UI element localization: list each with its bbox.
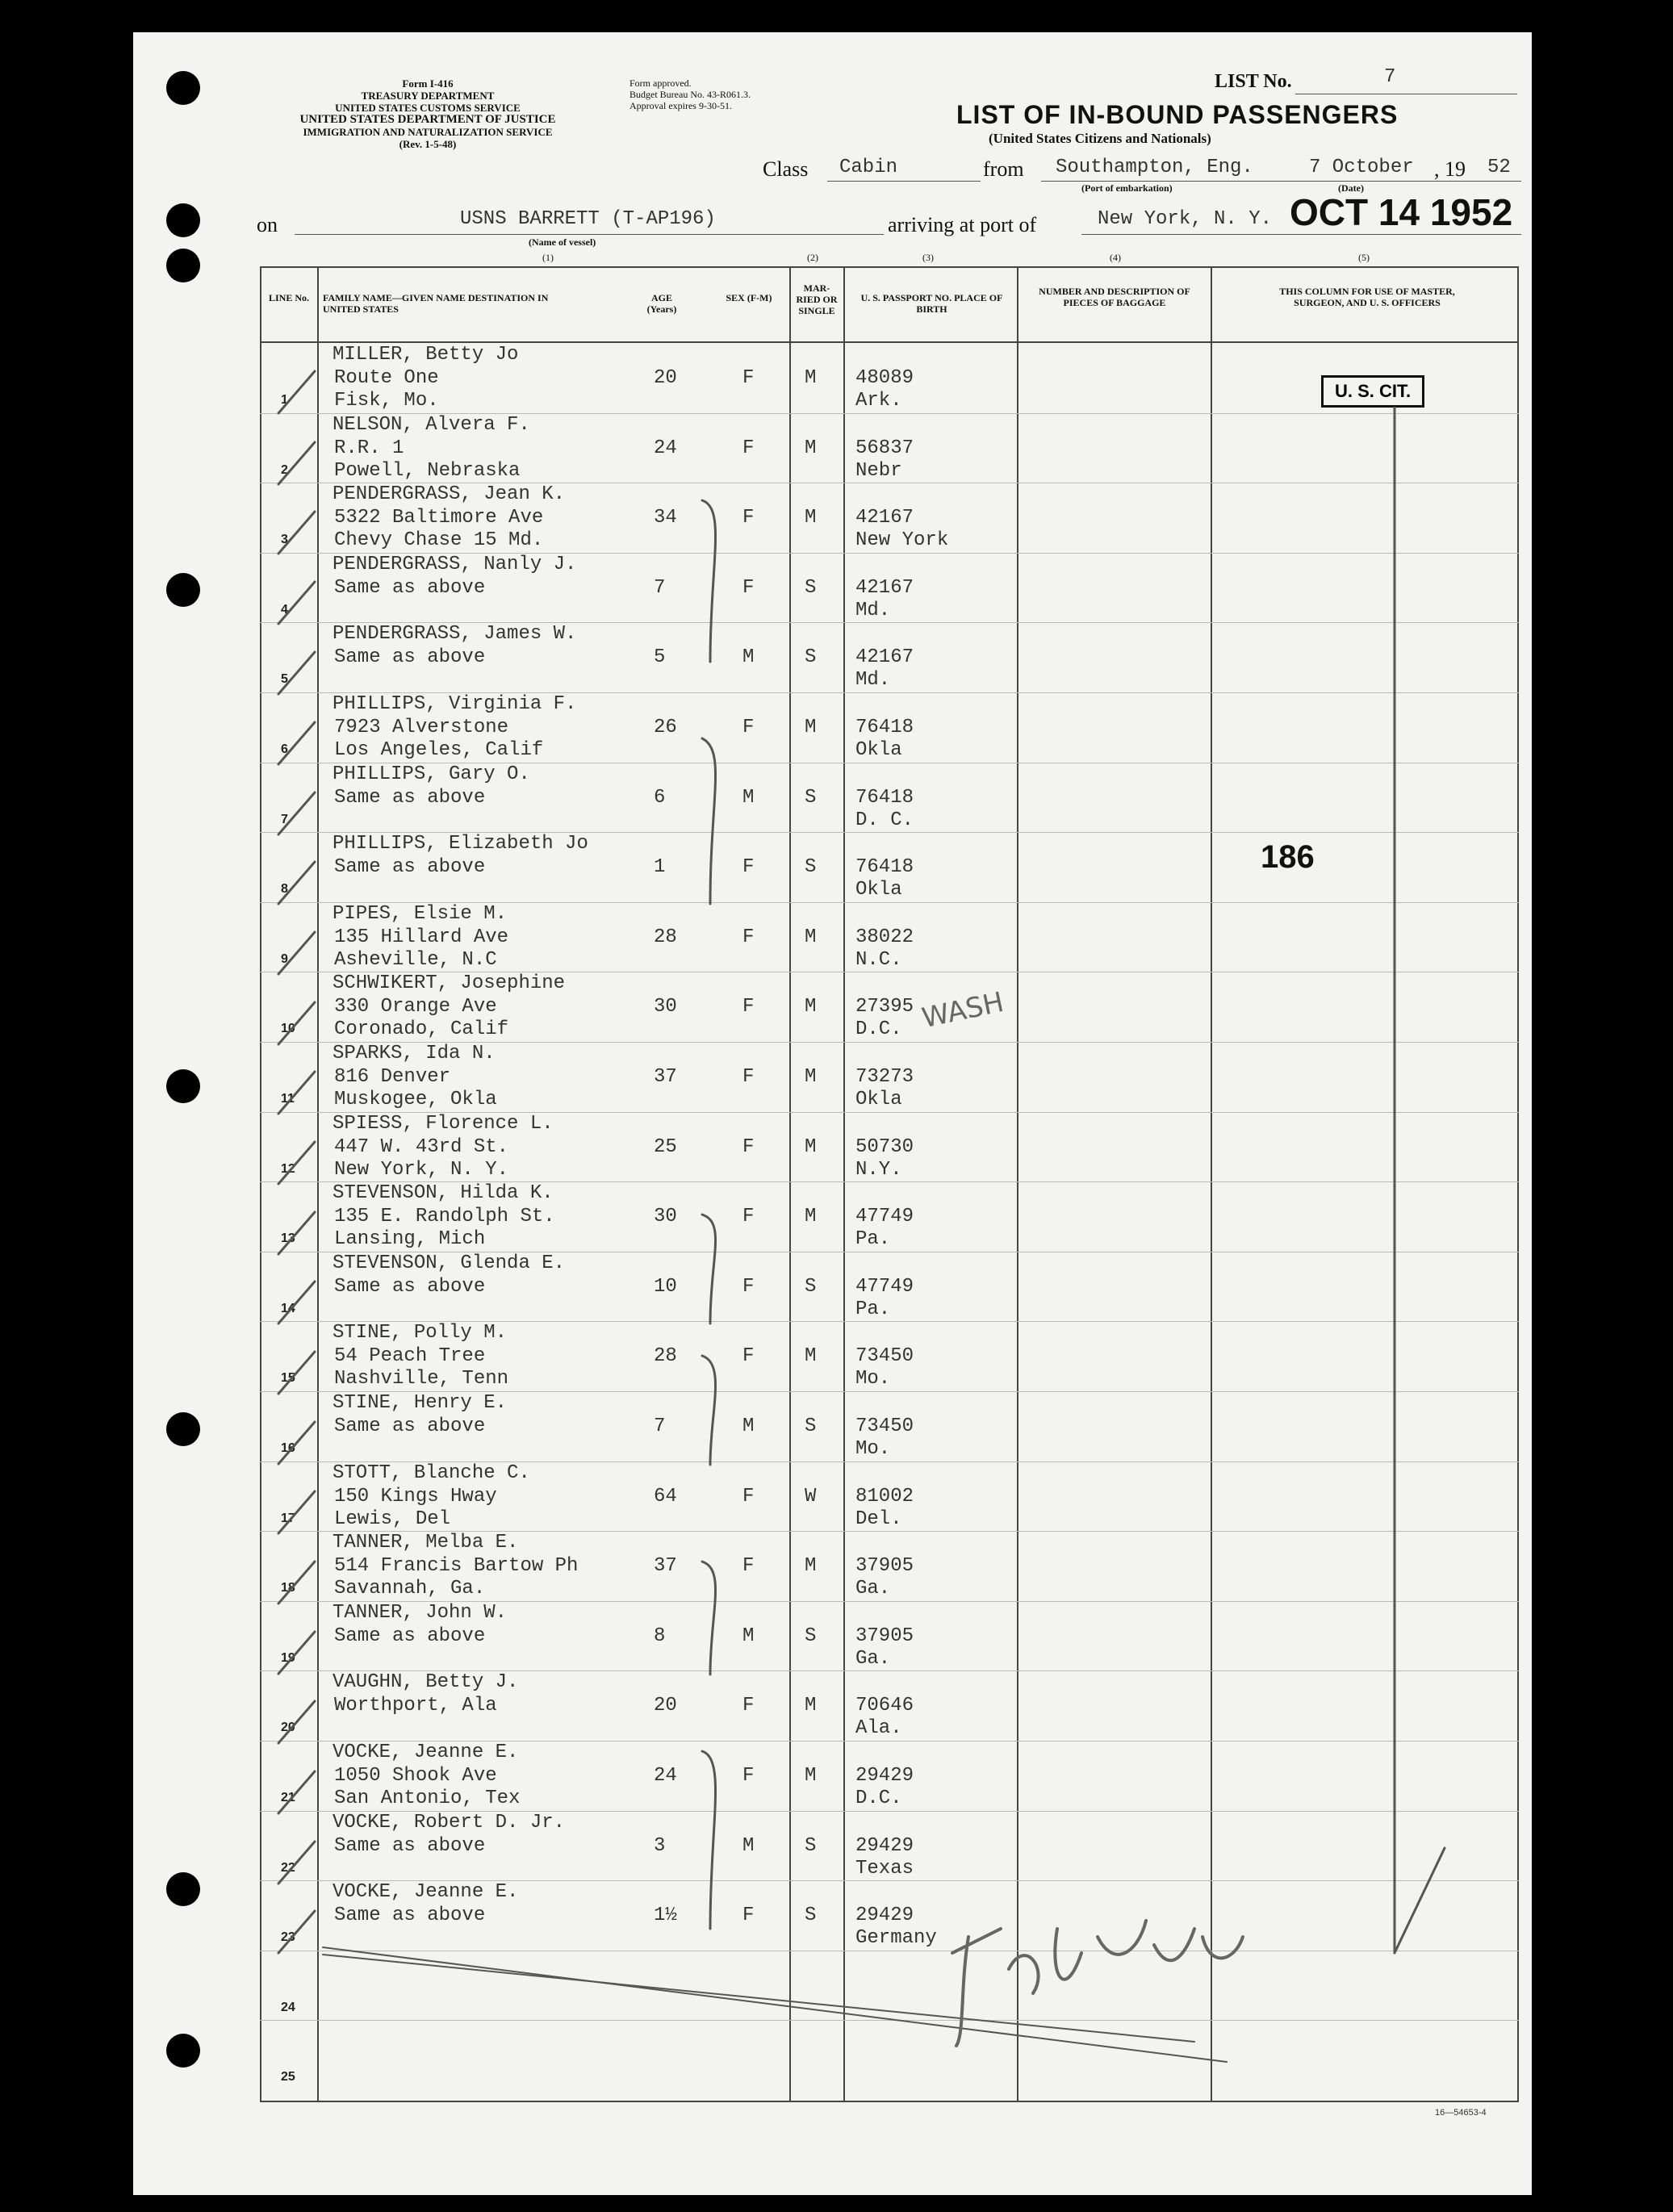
sex: F — [742, 717, 755, 738]
passenger-name: STOTT, Blanche C. — [333, 1461, 530, 1484]
address-line: Same as above — [334, 646, 486, 669]
address-line: 7923 Alverstone — [334, 717, 509, 738]
passenger-name: SPARKS, Ida N. — [333, 1043, 496, 1064]
address-line: 514 Francis Bartow Ph — [334, 1555, 579, 1578]
check-mark — [278, 442, 315, 484]
age: 28 — [654, 1345, 677, 1368]
line-number: 14 — [281, 1301, 295, 1315]
birth-place: Ala. — [855, 1717, 902, 1740]
address-city: San Antonio, Tex — [334, 1788, 521, 1809]
class-label: Class — [763, 157, 809, 181]
birth-place: New York — [855, 529, 949, 552]
address-city: New York, N. Y. — [334, 1158, 509, 1181]
marital-status: M — [805, 1066, 817, 1088]
check-mark — [278, 371, 315, 413]
address-city: Fisk, Mo. — [334, 390, 439, 412]
check-mark — [278, 1632, 315, 1674]
marital-status: M — [805, 1135, 817, 1158]
header-line-no: LINE No. — [268, 292, 309, 303]
print-code: 16—54653-4 — [1435, 2108, 1487, 2118]
address-line: Same as above — [334, 1415, 486, 1437]
passport-number: 47749 — [855, 1206, 914, 1228]
line-number: 18 — [281, 1581, 295, 1595]
strike-line — [323, 1955, 1194, 2042]
passenger-name: MILLER, Betty Jo — [333, 344, 519, 366]
check-mark — [278, 932, 315, 974]
passport-number: 73450 — [855, 1345, 914, 1368]
address-line: 330 Orange Ave — [334, 996, 497, 1018]
address-line: 150 Kings Hway — [334, 1485, 497, 1507]
passport-number: 56837 — [855, 437, 914, 459]
marital-status: M — [805, 437, 817, 459]
line-number: 2 — [281, 462, 288, 477]
line-number: 11 — [281, 1092, 295, 1106]
check-mark — [278, 1142, 315, 1184]
passport-number: 42167 — [855, 576, 914, 599]
sex: F — [742, 1905, 755, 1927]
line-number: 7 — [281, 812, 288, 826]
header-passport: U. S. PASSPORT NO. PLACE OF BIRTH — [860, 292, 1003, 315]
check-mark — [278, 1072, 315, 1114]
class-value: Cabin — [839, 157, 898, 178]
sex: F — [742, 1135, 755, 1158]
sex: M — [742, 646, 755, 669]
address-line: 5322 Baltimore Ave — [334, 507, 544, 529]
sex: F — [742, 576, 755, 599]
sex: F — [742, 367, 755, 389]
age: 3 — [654, 1834, 666, 1857]
passenger-name: STINE, Polly M. — [333, 1322, 508, 1344]
column-num-3: (3) — [922, 252, 934, 263]
passenger-name: SPIESS, Florence L. — [333, 1112, 554, 1135]
age: 7 — [654, 1415, 666, 1437]
address-city: Lewis, Del — [334, 1507, 451, 1530]
check-mark — [278, 1212, 315, 1254]
age: 20 — [654, 1695, 677, 1717]
passport-number: 27395 — [855, 996, 914, 1018]
sex: F — [742, 1765, 755, 1787]
family-bracket — [702, 1751, 716, 1929]
arrival-port: New York, N. Y. — [1098, 208, 1273, 230]
address-line: 135 Hillard Ave — [334, 926, 509, 948]
age: 6 — [654, 786, 666, 809]
age: 37 — [654, 1555, 677, 1578]
age: 25 — [654, 1135, 677, 1158]
passenger-name: STINE, Henry E. — [333, 1392, 508, 1414]
approval-line: Approval expires 9-30-51. — [629, 100, 732, 111]
approval-line: Budget Bureau No. 43-R061.3. — [629, 89, 751, 100]
passport-number: 48089 — [855, 367, 914, 389]
birth-place: Texas — [855, 1857, 914, 1880]
sex: F — [742, 1555, 755, 1578]
address-city: Nashville, Tenn — [334, 1368, 509, 1390]
departure-date: 7 October — [1309, 157, 1414, 178]
passenger-name: VAUGHN, Betty J. — [333, 1671, 519, 1694]
passenger-name: PHILLIPS, Virginia F. — [333, 693, 577, 715]
check-mark — [278, 722, 315, 764]
marital-status: M — [805, 1345, 817, 1368]
line-number: 6 — [281, 742, 288, 756]
column-num-5: (5) — [1358, 252, 1370, 263]
form-number: Form I-416 — [402, 77, 454, 90]
address-line: R.R. 1 — [334, 437, 404, 459]
year-value: 52 — [1487, 157, 1511, 178]
address-line: 816 Denver — [334, 1066, 451, 1088]
passport-number: 73273 — [855, 1066, 914, 1088]
age: 24 — [654, 1765, 677, 1787]
passenger-name: PENDERGRASS, Jean K. — [333, 483, 566, 506]
passport-number: 29429 — [855, 1905, 914, 1927]
column-num-2: (2) — [807, 252, 818, 263]
passport-number: 29429 — [855, 1834, 914, 1857]
tally-count: 186 — [1261, 839, 1315, 875]
year-prefix: , 19 — [1434, 157, 1466, 181]
header-officers: THIS COLUMN FOR USE OF MASTER, SURGEON, AND U. S. OFFICERS — [1279, 286, 1455, 308]
header-married: MAR- RIED OR SINGLE — [796, 282, 838, 316]
passenger-name: PIPES, Elsie M. — [333, 902, 508, 925]
birth-place: Ga. — [855, 1647, 891, 1670]
passport-number: 42167 — [855, 507, 914, 529]
us-citizen-stamp: U. S. CIT. — [1321, 375, 1424, 408]
check-mark — [278, 512, 315, 554]
agency-customs: UNITED STATES CUSTOMS SERVICE — [335, 102, 521, 114]
address-line: Same as above — [334, 856, 486, 879]
birth-place: D. C. — [855, 809, 914, 831]
age: 1 — [654, 856, 666, 879]
check-mark — [278, 1911, 315, 1953]
check-mark — [278, 1701, 315, 1743]
birth-place: Okla — [855, 1089, 902, 1110]
marital-status: S — [805, 576, 817, 599]
birth-place: Ga. — [855, 1578, 891, 1600]
age: 8 — [654, 1625, 666, 1647]
birth-place: Germany — [855, 1927, 937, 1950]
page-title: LIST OF IN-BOUND PASSENGERS — [956, 100, 1399, 129]
line-number: 23 — [281, 1930, 295, 1945]
sex: M — [742, 1415, 755, 1437]
sex: F — [742, 1695, 755, 1717]
line-number: 25 — [281, 2070, 295, 2084]
birth-place: Md. — [855, 599, 891, 621]
marital-status: S — [805, 1275, 817, 1298]
address-line: Same as above — [334, 1275, 486, 1298]
age: 20 — [654, 367, 677, 389]
birth-place: Ark. — [855, 390, 902, 412]
address-line: 1050 Shook Ave — [334, 1765, 497, 1787]
birth-place: N.C. — [855, 948, 902, 971]
check-mark — [278, 792, 315, 834]
line-number: 16 — [281, 1441, 295, 1455]
birth-place: Pa. — [855, 1298, 891, 1320]
sex: F — [742, 507, 755, 529]
address-line: 135 E. Randolph St. — [334, 1206, 555, 1228]
address-line: 447 W. 43rd St. — [334, 1135, 509, 1158]
line-number: 8 — [281, 882, 288, 897]
line-number: 3 — [281, 533, 288, 547]
age: 1½ — [654, 1905, 677, 1927]
header-name: FAMILY NAME—GIVEN NAME DESTINATION IN UNITED STATES — [323, 292, 549, 315]
approval-line: Form approved. — [629, 77, 692, 89]
age: 34 — [654, 507, 677, 529]
line-number: 22 — [281, 1860, 295, 1875]
address-city: Los Angeles, Calif — [334, 739, 544, 761]
birth-place: Md. — [855, 669, 891, 692]
check-mark — [278, 1842, 315, 1884]
family-bracket — [702, 738, 716, 904]
passport-number: 76418 — [855, 786, 914, 809]
sex: F — [742, 996, 755, 1018]
address-line: Route One — [334, 367, 439, 389]
birth-place: Pa. — [855, 1228, 891, 1251]
signature — [952, 1921, 1243, 2046]
marital-status: M — [805, 1555, 817, 1578]
birth-place: Mo. — [855, 1368, 891, 1390]
passport-number: 76418 — [855, 717, 914, 738]
line-number: 19 — [281, 1650, 295, 1665]
on-label: on — [257, 213, 278, 236]
line-number: 4 — [281, 602, 288, 617]
birth-place: N.Y. — [855, 1158, 902, 1181]
address-line: Worthport, Ala — [334, 1695, 497, 1717]
birth-place: Del. — [855, 1507, 902, 1530]
check-mark — [278, 652, 315, 694]
check-mark — [278, 862, 315, 904]
address-line: Same as above — [334, 1834, 486, 1857]
sex: F — [742, 437, 755, 459]
address-city: Muskogee, Okla — [334, 1089, 497, 1110]
sex: F — [742, 1066, 755, 1088]
passenger-name: PHILLIPS, Elizabeth Jo — [333, 833, 588, 855]
marital-status: S — [805, 1415, 817, 1437]
line-number: 10 — [281, 1022, 295, 1036]
marital-status: M — [805, 926, 817, 948]
date-caption: (Date) — [1338, 182, 1364, 194]
check-mark — [278, 1002, 315, 1044]
age: 26 — [654, 717, 677, 738]
header-age: AGE (Years) — [646, 292, 677, 315]
list-no-label: LIST No. — [1215, 71, 1292, 92]
birth-place: D.C. — [855, 1018, 902, 1041]
sex: F — [742, 1275, 755, 1298]
wash-handwritten-note: WASH — [918, 985, 1007, 1035]
marital-status: S — [805, 1834, 817, 1857]
passport-number: 50730 — [855, 1135, 914, 1158]
age: 30 — [654, 996, 677, 1018]
age: 37 — [654, 1066, 677, 1088]
line-number: 21 — [281, 1791, 295, 1804]
officer-column-line — [1395, 408, 1445, 1953]
birth-place: D.C. — [855, 1788, 902, 1809]
arrival-date-stamp: OCT 14 1952 — [1290, 191, 1513, 233]
check-mark — [278, 1771, 315, 1813]
check-mark — [278, 1282, 315, 1323]
passenger-name: VOCKE, Jeanne E. — [333, 1881, 519, 1904]
vessel-name: USNS BARRETT (T-AP196) — [460, 208, 716, 230]
line-number: 13 — [281, 1231, 295, 1246]
marital-status: M — [805, 507, 817, 529]
marital-status: M — [805, 367, 817, 389]
line-number: 9 — [281, 951, 288, 966]
passenger-name: TANNER, John W. — [333, 1601, 508, 1624]
address-city: Lansing, Mich — [334, 1228, 486, 1251]
line-number: 17 — [281, 1511, 295, 1525]
passenger-name: PENDERGRASS, Nanly J. — [333, 553, 577, 575]
passenger-name: NELSON, Alvera F. — [333, 413, 530, 436]
line-number: 12 — [281, 1161, 295, 1176]
from-label: from — [983, 157, 1024, 181]
birth-place: Nebr — [855, 459, 902, 482]
line-number: 20 — [281, 1721, 295, 1735]
passenger-name: VOCKE, Jeanne E. — [333, 1742, 519, 1763]
sex: F — [742, 926, 755, 948]
address-line: 54 Peach Tree — [334, 1345, 486, 1368]
age: 24 — [654, 437, 677, 459]
birth-place: Mo. — [855, 1438, 891, 1460]
sex: M — [742, 1834, 755, 1857]
address-line: Same as above — [334, 1905, 486, 1927]
address-city: Coronado, Calif — [334, 1018, 509, 1041]
address-city: Chevy Chase 15 Md. — [334, 529, 544, 552]
column-num-4: (4) — [1110, 252, 1121, 263]
check-mark — [278, 1352, 315, 1394]
passenger-name: PHILLIPS, Gary O. — [333, 763, 530, 785]
family-bracket — [702, 1356, 716, 1465]
address-city: Asheville, N.C — [334, 948, 497, 971]
line-number: 1 — [281, 393, 288, 407]
marital-status: S — [805, 856, 817, 879]
passport-number: 29429 — [855, 1765, 914, 1787]
form-revision: (Rev. 1-5-48) — [399, 138, 457, 150]
agency-ins: IMMIGRATION AND NATURALIZATION SERVICE — [303, 126, 553, 138]
passenger-name: SCHWIKERT, Josephine — [333, 972, 566, 995]
passport-number: 47749 — [855, 1275, 914, 1298]
marital-status: M — [805, 1695, 817, 1717]
check-mark — [278, 582, 315, 624]
age: 28 — [654, 926, 677, 948]
age: 10 — [654, 1275, 677, 1298]
sex: M — [742, 1625, 755, 1647]
passport-number: 37905 — [855, 1555, 914, 1578]
agency-justice: UNITED STATES DEPARTMENT OF JUSTICE — [299, 113, 556, 126]
marital-status: S — [805, 1625, 817, 1647]
marital-status: M — [805, 1765, 817, 1787]
check-mark — [278, 1422, 315, 1464]
marital-status: S — [805, 1905, 817, 1927]
port-caption: (Port of embarkation) — [1081, 182, 1173, 194]
marital-status: S — [805, 786, 817, 809]
address-line: Same as above — [334, 576, 486, 599]
marital-status: M — [805, 996, 817, 1018]
family-bracket — [702, 1562, 716, 1675]
marital-status: W — [805, 1485, 817, 1507]
line-number: 24 — [281, 2000, 295, 2014]
address-line: Same as above — [334, 1625, 486, 1647]
passport-number: 81002 — [855, 1485, 914, 1507]
sex: F — [742, 856, 755, 879]
strike-line — [323, 1947, 1227, 2062]
list-no-value: 7 — [1384, 66, 1396, 88]
passenger-name: VOCKE, Robert D. Jr. — [333, 1811, 566, 1834]
age: 30 — [654, 1206, 677, 1228]
passport-number: 37905 — [855, 1625, 914, 1647]
age: 5 — [654, 646, 666, 669]
marital-status: M — [805, 1206, 817, 1228]
embarkation-port: Southampton, Eng. — [1056, 157, 1253, 178]
passenger-name: STEVENSON, Hilda K. — [333, 1182, 554, 1205]
page-subtitle: (United States Citizens and Nationals) — [989, 131, 1211, 146]
family-bracket — [702, 1215, 716, 1323]
age: 64 — [654, 1485, 677, 1507]
sex: F — [742, 1485, 755, 1507]
line-number: 5 — [281, 672, 288, 687]
address-city: Savannah, Ga. — [334, 1578, 486, 1600]
address-city: Powell, Nebraska — [334, 459, 521, 482]
age: 7 — [654, 576, 666, 599]
check-mark — [278, 1491, 315, 1533]
birth-place: Okla — [855, 739, 902, 761]
header-sex: SEX (F-M) — [726, 292, 772, 303]
family-bracket — [702, 500, 716, 662]
address-line: Same as above — [334, 786, 486, 809]
sex: F — [742, 1345, 755, 1368]
sex: F — [742, 1206, 755, 1228]
arriving-label: arriving at port of — [888, 213, 1037, 236]
birth-place: Okla — [855, 879, 902, 901]
passport-number: 73450 — [855, 1415, 914, 1437]
sex: M — [742, 786, 755, 809]
marital-status: S — [805, 646, 817, 669]
passport-number: 38022 — [855, 926, 914, 948]
column-num-1: (1) — [542, 252, 554, 263]
passport-number: 42167 — [855, 646, 914, 669]
passport-number: 76418 — [855, 856, 914, 879]
passenger-name: STEVENSON, Glenda E. — [333, 1252, 566, 1274]
passport-number: 70646 — [855, 1695, 914, 1717]
agency-treasury: TREASURY DEPARTMENT — [361, 90, 495, 102]
line-number: 15 — [281, 1371, 295, 1386]
header-baggage: NUMBER AND DESCRIPTION OF PIECES OF BAGGAGE — [1039, 286, 1190, 308]
passenger-name: TANNER, Melba E. — [333, 1532, 519, 1554]
passenger-name: PENDERGRASS, James W. — [333, 623, 577, 646]
check-mark — [278, 1562, 315, 1604]
marital-status: M — [805, 717, 817, 738]
vessel-caption: (Name of vessel) — [529, 236, 596, 248]
